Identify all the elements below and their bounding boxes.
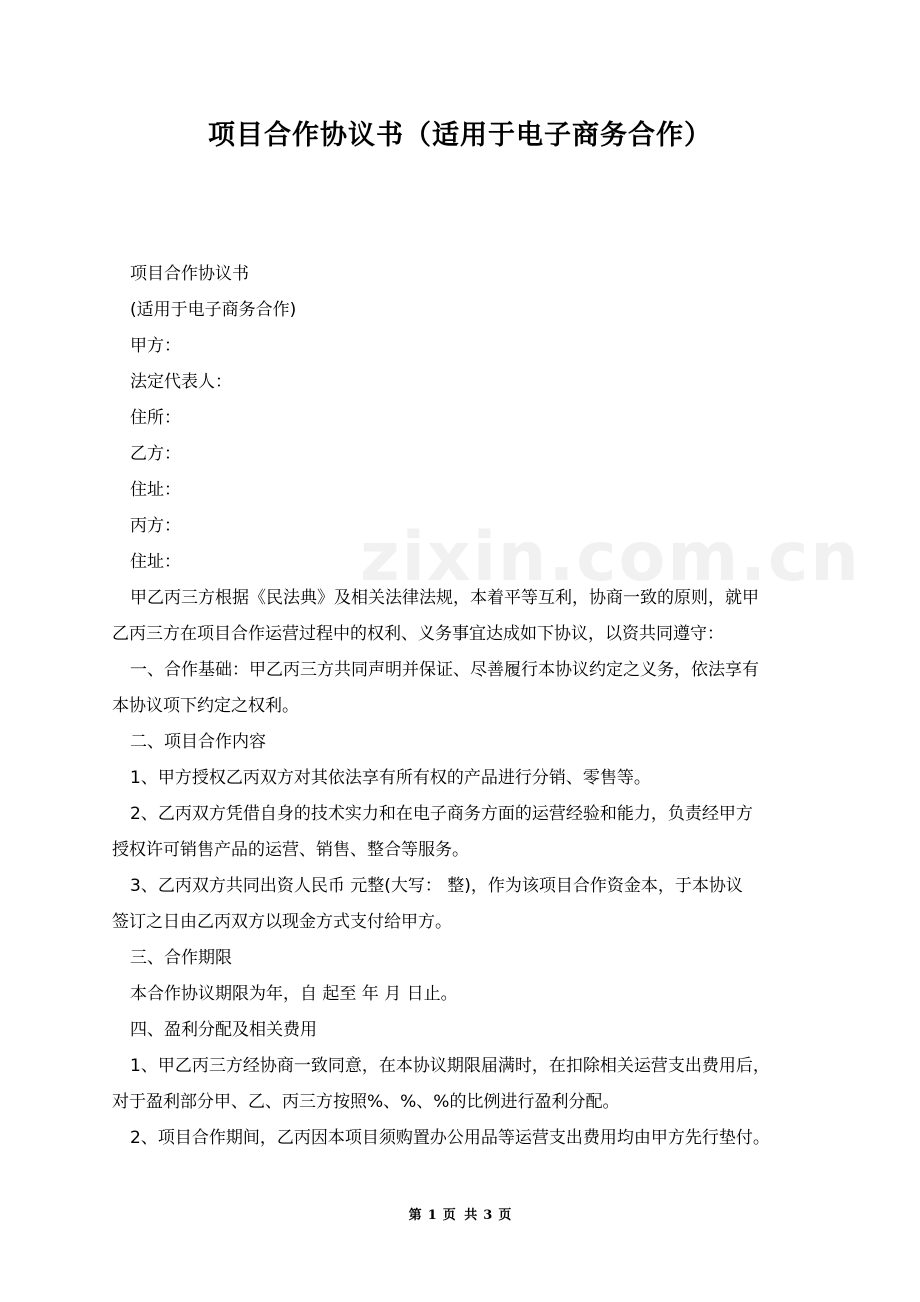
paragraph-line: 甲乙丙三方根据《民法典》及相关法律法规，本着平等互利，协商一致的原则，就甲 — [130, 588, 759, 608]
footer-total-pages: 3 — [483, 1208, 493, 1223]
footer-page-number: 1 — [427, 1208, 437, 1223]
paragraph-line: 乙方： — [130, 444, 181, 464]
paragraph-line: 1、甲方授权乙丙双方对其依法享有所有权的产品进行分销、零售等。 — [130, 768, 651, 788]
paragraph-line: 丙方： — [130, 516, 181, 536]
document-body — [112, 256, 818, 1156]
watermark: zixin.com.cn — [360, 518, 861, 597]
paragraph-line: 授权许可销售产品的运营、销售、整合等服务。 — [112, 840, 469, 860]
paragraph-line: 甲方： — [130, 336, 181, 356]
paragraph-line: 3、乙丙双方共同出资人民币 元整(大写： 整)，作为该项目合作资金本，于本协议 — [130, 876, 743, 896]
document-title: 项目合作协议书（适用于电子商务合作） — [208, 120, 712, 151]
paragraph-line: 住址： — [130, 480, 181, 500]
paragraph-line: 签订之日由乙丙双方以现金方式支付给甲方。 — [112, 912, 452, 932]
paragraph-line: 本协议项下约定之权利。 — [112, 696, 299, 716]
paragraph-line: 乙丙三方在项目合作运营过程中的权利、义务事宜达成如下协议，以资共同遵守： — [112, 624, 724, 644]
paragraph-line: 一、合作基础：甲乙丙三方共同声明并保证、尽善履行本协议约定之义务，依法享有 — [130, 660, 759, 680]
paragraph-line: 四、盈利分配及相关费用 — [130, 1020, 317, 1040]
page-footer — [0, 1204, 920, 1223]
paragraph-line: 二、项目合作内容 — [130, 732, 266, 752]
paragraph-line: 2、乙丙双方凭借自身的技术实力和在电子商务方面的运营经验和能力，负责经甲方 — [130, 804, 753, 824]
footer-prefix: 第 — [408, 1208, 422, 1223]
paragraph-line: 三、合作期限 — [130, 948, 232, 968]
paragraph-line: (适用于电子商务合作) — [130, 300, 297, 320]
footer-suffix: 页 — [498, 1208, 512, 1223]
footer-mid: 页 共 — [442, 1208, 478, 1223]
paragraph-line: 住所： — [130, 408, 181, 428]
paragraph-line: 本合作协议期限为年，自 起至 年 月 日止。 — [130, 984, 458, 1004]
paragraph-line: 2、项目合作期间，乙丙因本项目须购置办公用品等运营支出费用均由甲方先行垫付。 — [130, 1128, 770, 1148]
paragraph-line: 项目合作协议书 — [130, 264, 249, 284]
paragraph-line: 住址： — [130, 552, 181, 572]
paragraph-line: 法定代表人： — [130, 372, 232, 392]
paragraph-line: 对于盈利部分甲、乙、丙三方按照%、%、%的比例进行盈利分配。 — [112, 1092, 620, 1112]
paragraph-line: 1、甲乙丙三方经协商一致同意，在本协议期限届满时，在扣除相关运营支出费用后， — [130, 1056, 770, 1076]
